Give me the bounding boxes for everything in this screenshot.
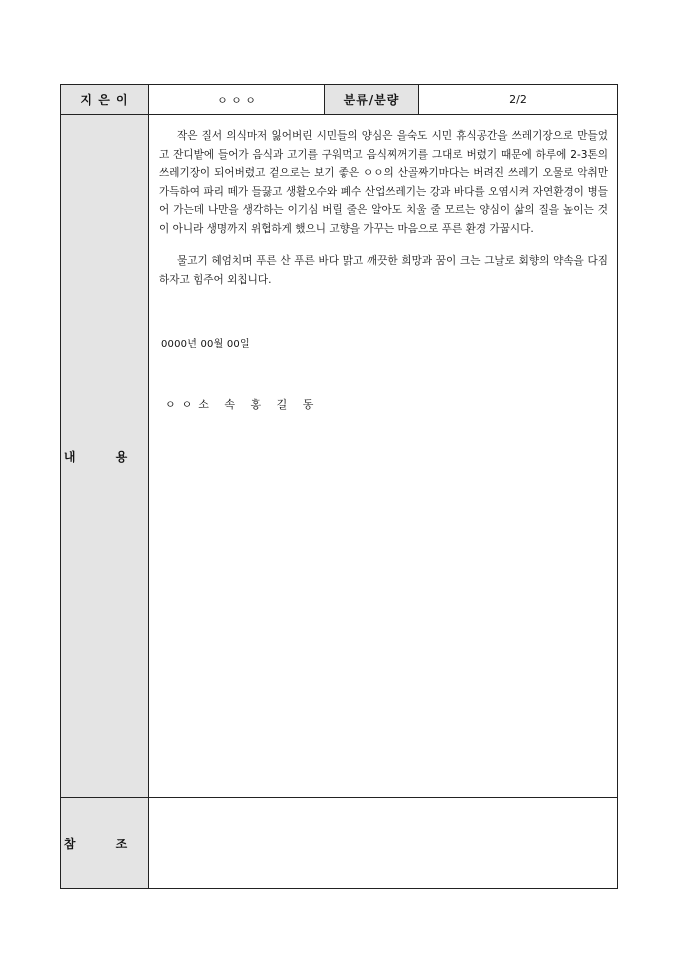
author-row <box>61 85 618 115</box>
author-label: 지 은 이 <box>61 85 149 115</box>
category-label: 분류/분량 <box>325 85 419 115</box>
content-date: 0000년 00월 00일 <box>161 339 250 350</box>
reference-value <box>149 798 618 889</box>
category-value: 2/2 <box>419 85 618 115</box>
content-label: 내 용 <box>61 115 149 798</box>
reference-row <box>61 798 618 889</box>
reference-label: 참 조 <box>61 798 149 889</box>
content-paragraph-2: 물고기 헤엄치며 푸른 산 푸른 바다 맑고 깨끗한 희망과 꿈이 크는 그날로 회향의 약속을 다짐하자고 힘주어 외칩니다. <box>159 255 608 286</box>
content-signer: ㅇㅇ소 속 홍 길 동 <box>165 398 320 411</box>
content-body <box>149 115 618 798</box>
submission-form <box>60 84 618 889</box>
content-row <box>61 115 618 798</box>
content-paragraph-1: 작은 질서 의식마저 잃어버린 시민들의 양심은 을숙도 시민 휴식공간을 쓰레기장으로 만들었고 잔디밭에 들어가 음식과 고기를 구워먹고 음식찌꺼기를 그대로 버렸기 때문에 하루에 2-3톤의 쓰레기장이 되어버렸고 겉으로는 보기 좋은 ㅇㅇ의 산골짜기마다는 버려진 쓰레기 오물로 악취만 가득하여 파리 떼가 들끓고 생활오수와 폐수 산업쓰레기는 강과 바다를 오염시켜 자연환경이 병들어 가는데 나만을 생각하는 이기심 버릴 줄은 알아도 치울 줄 모르는 양심이 삶의 질을 높이는 것이 아니라 생명까지 위협하게 했으니 고향을 가꾸는 마음으로 푸른 환경 가꿉시다. <box>159 130 608 235</box>
author-value: ㅇ ㅇ ㅇ <box>149 85 325 115</box>
